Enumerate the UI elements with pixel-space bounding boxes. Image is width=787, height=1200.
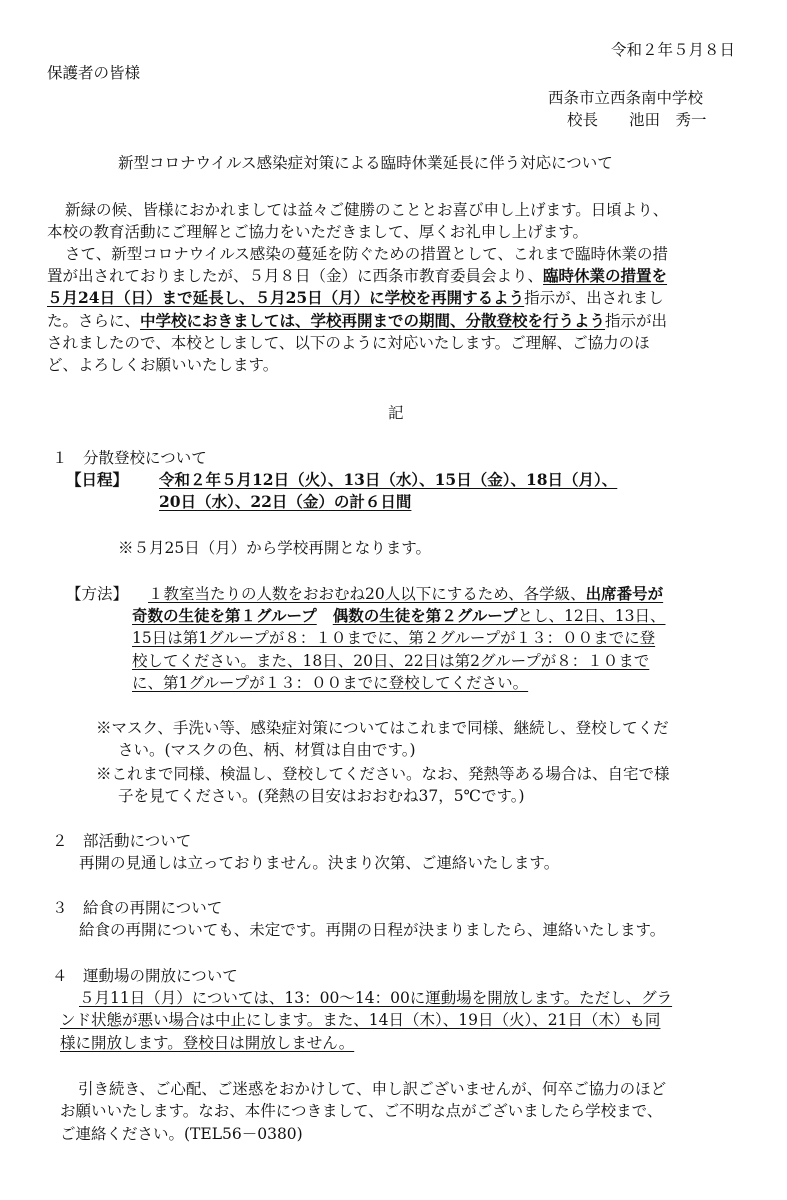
schedule-label: 【日程】 xyxy=(66,470,129,489)
method-emphasis: 奇数の生徒を第１グループ xyxy=(132,606,317,625)
intro-emphasis: 臨時休業の措置を xyxy=(543,266,668,285)
method-label: 【方法】 xyxy=(66,585,129,603)
intro-line: ど、よろしくお願いいたします。 xyxy=(47,356,279,374)
method-line: 校してください。また、18日、20日、22日は第2グループが８：１０まで xyxy=(132,652,650,670)
closing-line: ご連絡ください。(TEL56－0380) xyxy=(60,1125,303,1143)
section-1-heading: １ 分散登校について xyxy=(52,449,207,467)
intro-emphasis: 中学校におきましては、学校再開までの期間、分散登校を行うよう xyxy=(140,311,606,330)
document-date: 令和２年５月８日 xyxy=(611,41,736,59)
addressee: 保護者の皆様 xyxy=(47,64,141,82)
intro-text: 置が出されておりましたが、５月８日（金）に西条市教育委員会より、 xyxy=(47,267,544,285)
intro-line: さて、新型コロナウイルス感染の蔓延を防ぐための措置として、これまで臨時休業の措 xyxy=(65,245,668,263)
method-emphasis: 偶数の生徒を第２グループ xyxy=(332,606,518,625)
note-line: さい。(マスクの色、柄、材質は自由です。) xyxy=(118,741,416,759)
intro-line: 本校の教育活動にご理解とご協力をいただきまして、厚くお礼申し上げます。 xyxy=(47,223,588,241)
note-line: 子を見てください。(発熱の目安はおおむね37，5℃です。) xyxy=(118,787,525,805)
intro-line: されましたので、本校としまして、以下のように対応いたします。ご理解、ご協力のほ xyxy=(47,334,650,352)
intro-text: 指示が、出されまし xyxy=(524,289,664,307)
intro-line xyxy=(47,311,667,331)
intro-line xyxy=(47,288,664,308)
section-4-line: 様に開放します。登校日は開放しません。 xyxy=(60,1034,355,1052)
method-line xyxy=(132,584,663,604)
schedule-dates: 令和２年５月12日（火）、13日（水）、15日（金）、18日（月）、 xyxy=(159,470,618,489)
closing-line: お願いいたします。なお、本件につきまして、ご不明な点がございましたら学校まで、 xyxy=(60,1102,663,1120)
section-4-line: ５月11日（月）については、13：00～14：00に運動場を開放します。ただし、グラ xyxy=(79,989,673,1007)
method-line: 15日は第1グループが８：１０までに、第２グループが１３：００までに登 xyxy=(132,629,656,647)
section-2-heading: ２ 部活動について xyxy=(52,832,192,850)
intro-line xyxy=(47,266,667,286)
document-title: 新型コロナウイルス感染症対策による臨時休業延長に伴う対応について xyxy=(118,154,613,172)
school-name: 西条市立西条南中学校 xyxy=(548,89,704,107)
principal-name: 校長 池田 秀一 xyxy=(567,111,707,129)
closing-line: 引き続き、ご心配、ご迷惑をおかけして、申し訳ございませんが、何卒ご協力のほど xyxy=(78,1080,667,1098)
section-4-line: ンド状態が悪い場合は中止にします。また、14日（木）、19日（火）、21日（木）も同 xyxy=(60,1011,661,1029)
intro-line: 新緑の候、皆様におかれましては益々ご健勝のこととお喜び申し上げます。日頃より、 xyxy=(65,201,669,219)
intro-emphasis: ５月24日（日）まで延長し、５月25日（月）に学校を再開するよう xyxy=(47,288,525,307)
intro-text: 指示が出 xyxy=(605,312,668,330)
method-text: とし、12日、13日、 xyxy=(517,607,666,625)
method-line: に、第1グループが１３：００までに登校してください。 xyxy=(132,674,529,692)
intro-text: た。さらに、 xyxy=(47,312,141,330)
section-3-heading: ３ 給食の再開について xyxy=(52,899,223,917)
note-line: ※これまで同様、検温し、登校してください。なお、発熱等ある場合は、自宅で様 xyxy=(96,765,670,783)
method-emphasis: 出席番号が xyxy=(585,584,664,603)
method-text: １教室当たりの人数をおおむね20人以下にするため、各学級、 xyxy=(148,585,586,603)
note-line: ※マスク、手洗い等、感染症対策についてはこれまで同様、継続し、登校してくだ xyxy=(96,719,669,737)
method-line xyxy=(132,606,665,626)
schedule-dates: 20日（水）、22日（金）の計６日間 xyxy=(159,492,412,511)
section-2-body: 再開の見通しは立っておりません。決まり次第、ご連絡いたします。 xyxy=(79,854,560,872)
restart-note: ※５月25日（月）から学校再開となります。 xyxy=(118,539,431,557)
section-3-body: 給食の再開についても、未定です。再開の日程が決まりましたら、連絡いたします。 xyxy=(79,921,666,939)
ki-heading: 記 xyxy=(388,404,404,422)
section-4-heading: ４ 運動場の開放について xyxy=(52,967,238,985)
